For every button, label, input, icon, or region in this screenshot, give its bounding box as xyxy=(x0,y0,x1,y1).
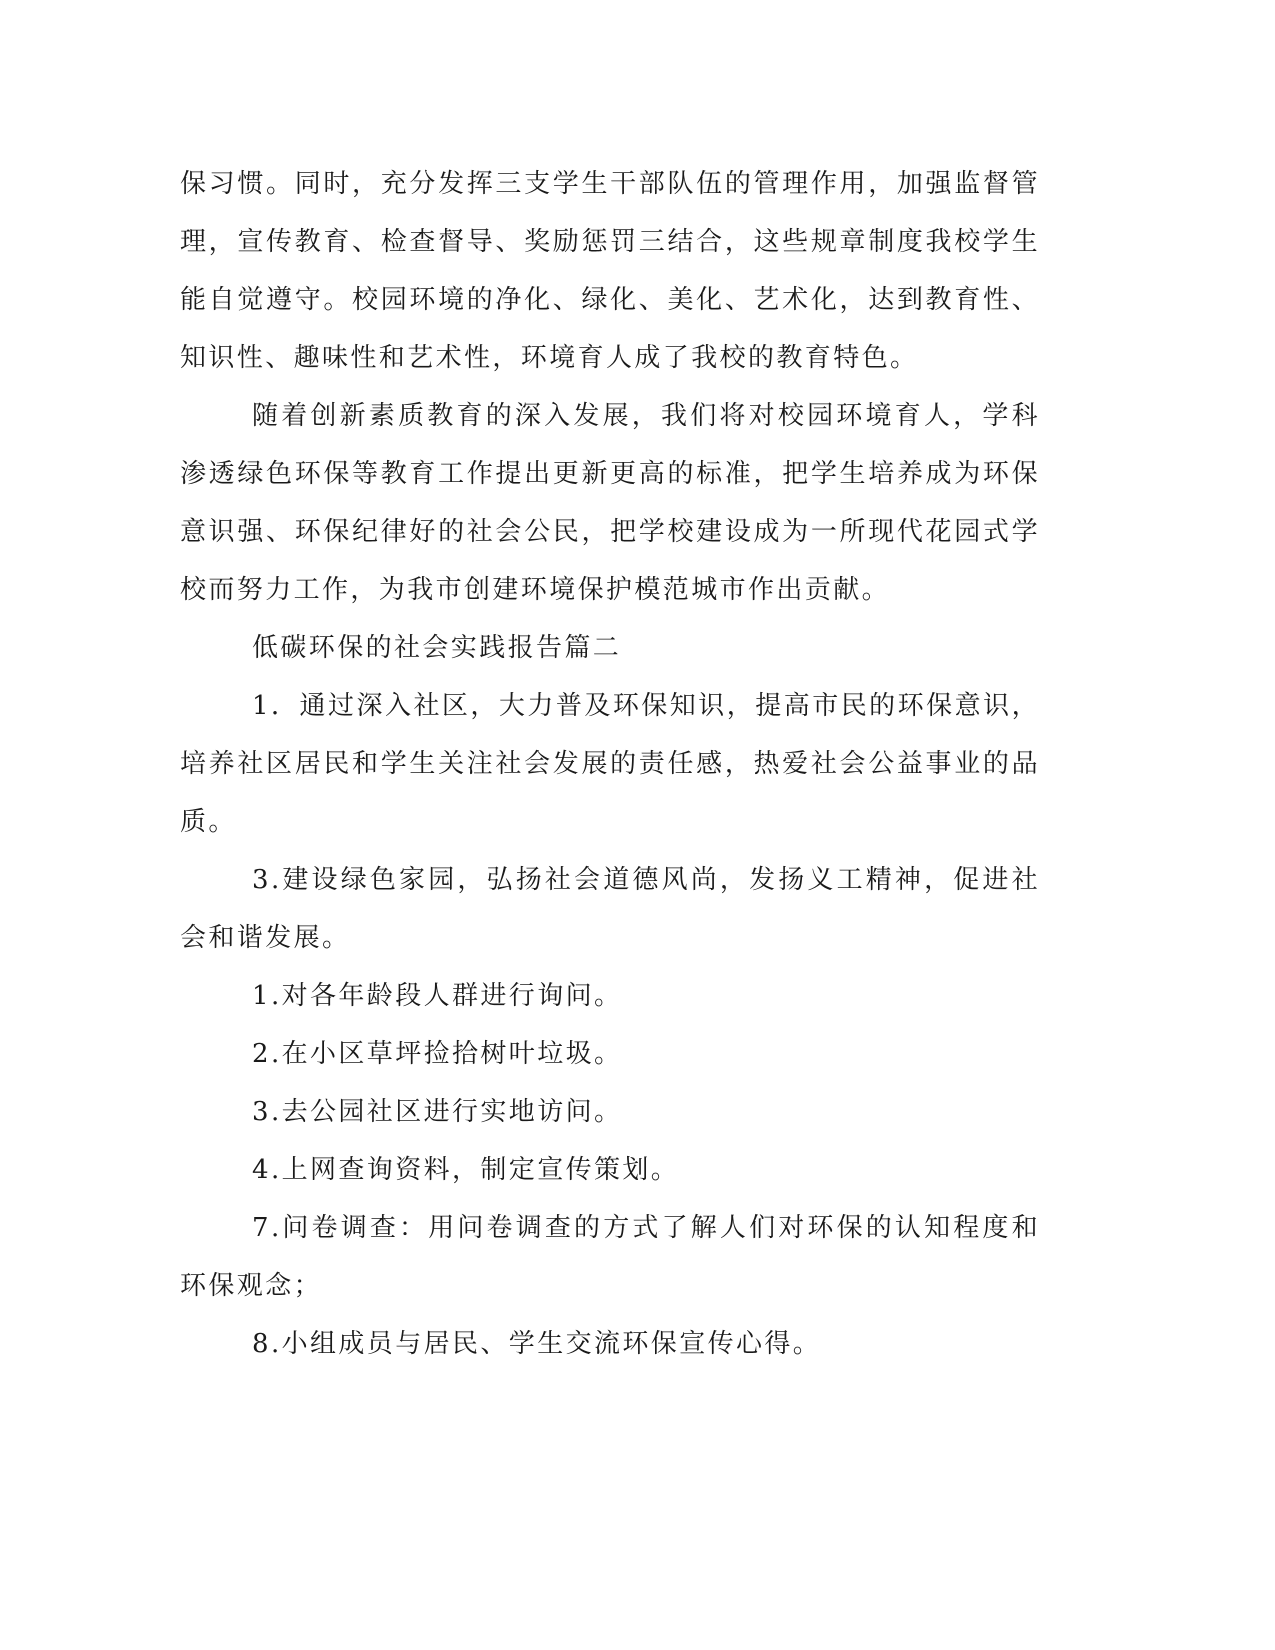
list-item-goal-1: 1．通过深入社区，大力普及环保知识，提高市民的环保意识，培养社区居民和学生关注社会发展的责任感，热爱社会公益事业的品质。 xyxy=(180,691,1040,837)
list-item-activity-3: 3.去公园社区进行实地访问。 xyxy=(252,1097,623,1127)
section-heading: 低碳环保的社会实践报告篇二 xyxy=(252,633,622,663)
list-item-goal-3: 3.建设绿色家园，弘扬社会道德风尚，发扬义工精神，促进社会和谐发展。 xyxy=(180,865,1040,953)
document-body xyxy=(180,155,1040,1373)
list-item-activity-1: 1.对各年龄段人群进行询问。 xyxy=(252,981,623,1011)
list-item-activity-4: 4.上网查询资料，制定宣传策划。 xyxy=(252,1155,680,1185)
paragraph-innovation-education: 随着创新素质教育的深入发展，我们将对校园环境育人，学科渗透绿色环保等教育工作提出更新更高的标准，把学生培养成为环保意识强、环保纪律好的社会公民，把学校建设成为一所现代花园式学校而努力工作，为我市创建环境保护模范城市作出贡献。 xyxy=(180,401,1040,605)
list-item-activity-7: 7.问卷调查：用问卷调查的方式了解人们对环保的认知程度和环保观念； xyxy=(180,1213,1040,1301)
paragraph-school-habits: 保习惯。同时，充分发挥三支学生干部队伍的管理作用，加强监督管理，宣传教育、检查督导、奖励惩罚三结合，这些规章制度我校学生能自觉遵守。校园环境的净化、绿化、美化、艺术化，达到教育性、知识性、趣味性和艺术性，环境育人成了我校的教育特色。 xyxy=(180,169,1040,373)
list-item-activity-2: 2.在小区草坪捡拾树叶垃圾。 xyxy=(252,1039,623,1069)
list-item-activity-8: 8.小组成员与居民、学生交流环保宣传心得。 xyxy=(252,1329,822,1359)
